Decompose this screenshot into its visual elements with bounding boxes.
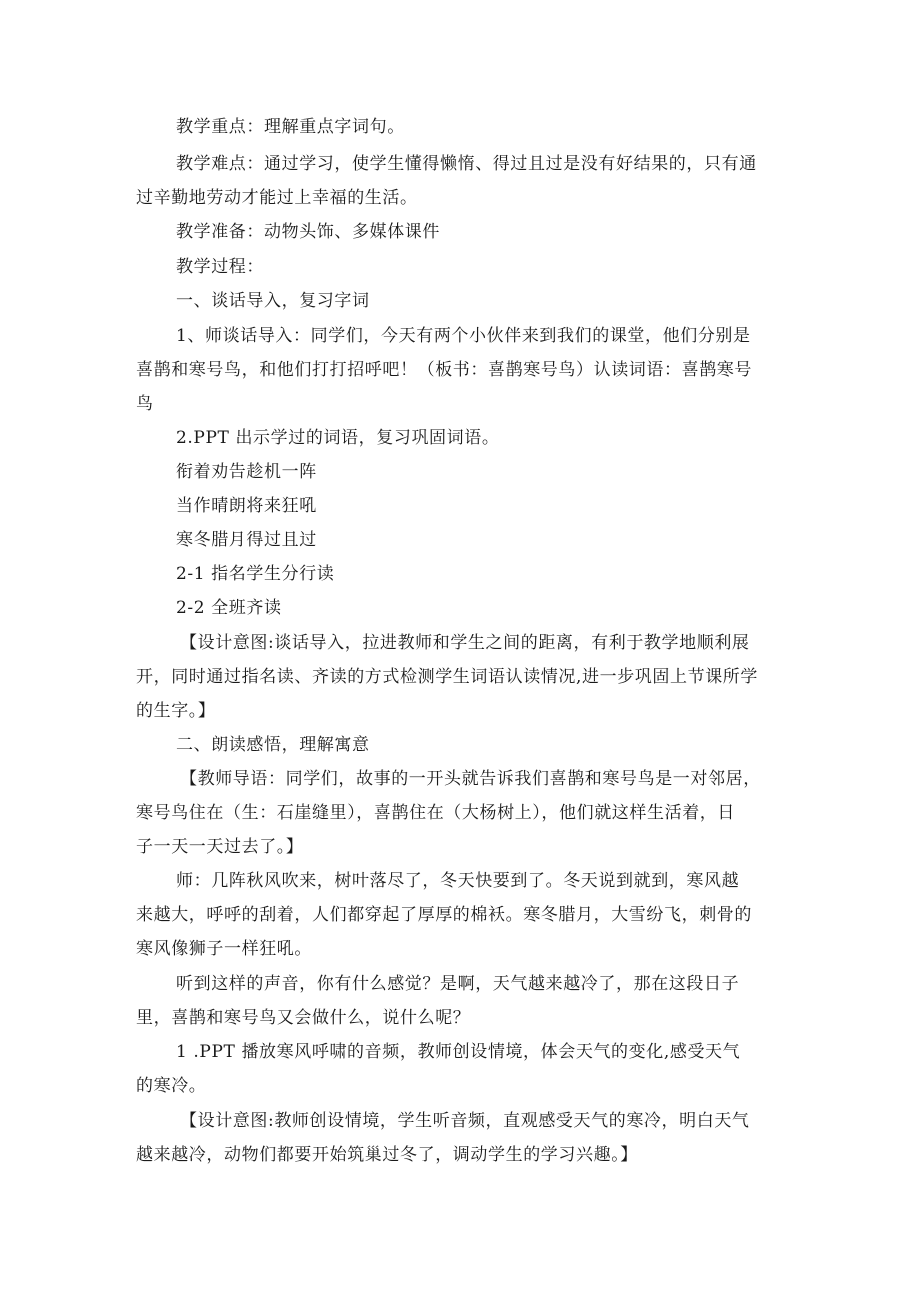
design-intent-line: 【设计意图:谈话导入，拉进教师和学生之间的距离，有利于教学地顺利展 (180, 633, 750, 653)
word-list-row: 当作晴朗将来狂吼 (176, 496, 317, 516)
design-intent-line: 【设计意图:教师创设情境，学生听音频，直观感受天气的寒冷，明白天气 (180, 1111, 750, 1131)
question-line: 听到这样的声音，你有什么感觉？是啊，天气越来越冷了，那在这段日子 (176, 974, 740, 994)
teacher-speech-line: 师：几阵秋风吹来，树叶落尽了，冬天快要到了。冬天说到就到，寒风越 (176, 871, 740, 891)
teacher-speech-line: 寒风像狮子一样狂吼。 (136, 939, 312, 959)
design-intent-line: 越来越冷，动物们都要开始筑巢过冬了，调动学生的学习兴趣。】 (136, 1145, 638, 1165)
paragraph-line: 1、师谈话导入：同学们，今天有两个小伙伴来到我们的课堂，他们分别是 (176, 326, 751, 346)
teaching-preparation: 教学准备：动物头饰、多媒体课件 (176, 222, 440, 242)
design-intent-line: 的生字。】 (136, 701, 216, 721)
teaching-focus: 教学重点：理解重点字词句。 (176, 117, 405, 137)
paragraph-line: 鸟 (136, 394, 154, 414)
paragraph-line: 喜鹊和寒号鸟，和他们打打招呼吧！（板书：喜鹊寒号鸟）认读词语：喜鹊寒号 (136, 360, 752, 380)
teaching-difficulty-line: 过辛勤地劳动才能过上幸福的生活。 (136, 188, 418, 208)
step-heading: 2.PPT 出示学过的词语，复习巩固词语。 (176, 428, 500, 448)
ppt-step-line: 的寒冷。 (136, 1076, 207, 1096)
ppt-step-line: 1 .PPT 播放寒风呼啸的音频，教师创设情境，体会天气的变化,感受天气 (176, 1042, 741, 1062)
teacher-speech-line: 来越大，呼呼的刮着，人们都穿起了厚厚的棉袄。寒冬腊月，大雪纷飞，刺骨的 (136, 905, 752, 925)
substep: 2-1 指名学生分行读 (176, 564, 335, 584)
teacher-guide-line: 寒号鸟住在（生：石崖缝里），喜鹊住在（大杨树上），他们就这样生活着，日 (136, 803, 735, 823)
teaching-difficulty-line: 教学难点：通过学习，使学生懂得懒惰、得过且过是没有好结果的，只有通 (176, 154, 757, 174)
word-list-row: 衔着劝告趁机一阵 (176, 462, 317, 482)
question-line: 里，喜鹊和寒号鸟又会做什么，说什么呢？ (136, 1008, 471, 1028)
section-heading: 二、朗读感悟，理解寓意 (176, 735, 370, 755)
teacher-guide-line: 子一天一天过去了。】 (136, 837, 304, 857)
teacher-guide-line: 【教师导语：同学们，故事的一开头就告诉我们喜鹊和寒号鸟是一对邻居， (180, 769, 761, 789)
section-heading: 一、谈话导入，复习字词 (176, 291, 370, 311)
word-list-row: 寒冬腊月得过且过 (176, 530, 317, 550)
design-intent-line: 开，同时通过指名读、齐读的方式检测学生词语认读情况,进一步巩固上节课所学 (136, 667, 759, 687)
teaching-process-heading: 教学过程： (176, 257, 264, 277)
substep: 2-2 全班齐读 (176, 598, 282, 618)
